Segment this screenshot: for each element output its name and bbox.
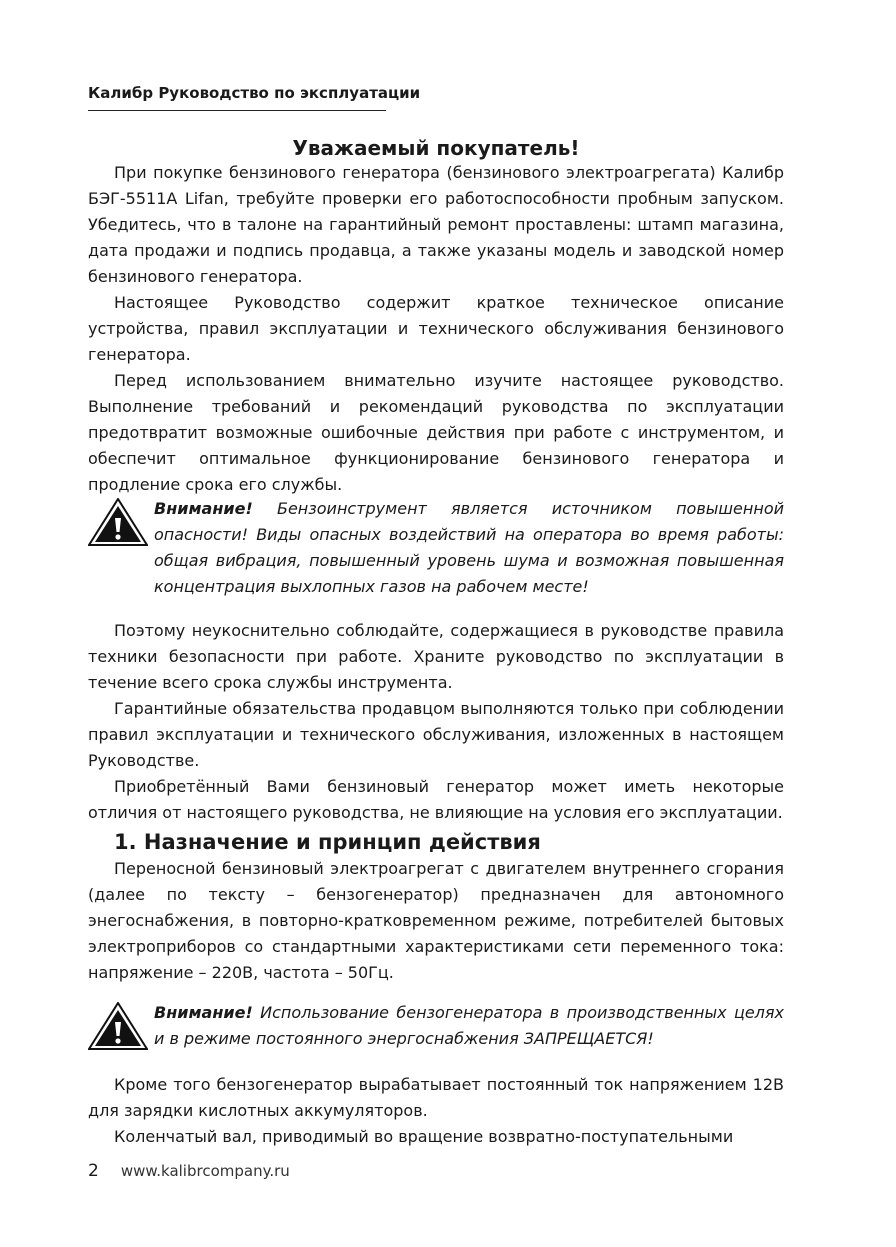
warning-text [154,496,784,600]
paragraph: Кроме того бензогенератор вырабатывает постоянный ток напряжением 12В для зарядки кислотных аккумуляторов. [88,1075,784,1120]
warning-triangle-icon [88,1002,148,1050]
middle-section [88,618,784,826]
paragraph: Поэтому неукоснительно соблюдайте, содержащиеся в руководстве правила техники безопасности при работе. Храните руководство по эксплуатации в течение всего срока службы инструмента. [88,621,784,692]
tail-section [88,1072,784,1150]
warning-body: Бензоинструмент является источником повышенной опасности! Виды опасных воздействий на оператора во время работы: общая вибрация, повышенный уровень шума и возможная повышенная концентрация выхлопных газов на рабочем месте! [154,499,785,596]
running-header: Калибр Руководство по эксплуатации [88,84,421,102]
paragraph: При покупке бензинового генератора (бензинового электроагрегата) Калибр БЭГ-5511А Lifan, требуйте проверки его работоспособности пробным запуском. Убедитесь, что в талоне на гарантийный ремонт проставлены: штамп магазина, дата продажи и подпись продавца, а также указаны модель и заводской номер бензинового генератора. [88,163,784,286]
paragraph: Гарантийные обязательства продавцом выполняются только при соблюдении правил эксплуатации и технического обслуживания, изложенных в настоящем Руководстве. [88,699,784,770]
header-divider [88,110,386,111]
warning-block-2 [88,1000,784,1052]
paragraph: Настоящее Руководство содержит краткое техническое описание устройства, правил эксплуатации и технического обслуживания бензинового генератора. [88,293,784,364]
warning-lead: Внимание! [154,499,253,518]
paragraph: Коленчатый вал, приводимый во вращение возвратно-поступательными [114,1127,734,1146]
page-footer [88,1161,290,1181]
intro-section [88,160,784,498]
paragraph: Приобретённый Вами бензиновый генератор может иметь некоторые отличия от настоящего руководства, не влияющие на условия его эксплуатации. [88,777,784,822]
website-link[interactable]: www.kalibrcompany.ru [120,1162,290,1180]
warning-text [154,1000,784,1052]
section1-body [88,856,784,986]
page-number: 2 [88,1161,99,1181]
paragraph: Переносной бензиновый электроагрегат с двигателем внутреннего сгорания (далее по тексту – бензогенератор) предназначен для автономного энегоснабжения, в повторно-кратковременном режиме, потребителей бытовых электроприборов со стандартными характеристиками сети переменного тока: напряжение – 220В, частота – 50Гц. [88,859,784,982]
section-heading: 1. Назначение и принцип действия [114,830,541,854]
page-title: Уважаемый покупатель! [292,136,580,160]
warning-triangle-icon [88,498,148,546]
warning-lead: Внимание! [154,1003,253,1022]
paragraph: Перед использованием внимательно изучите настоящее руководство. Выполнение требований и рекомендаций руководства по эксплуатации предотвратит возможные ошибочные действия при работе с инструментом, и обеспечит оптимальное функционирование бензинового генератора и продление срока его службы. [88,371,784,494]
warning-block-1 [88,496,784,600]
warning-body: Использование бензогенератора в производственных целях и в режиме постоянного энергоснабжения ЗАПРЕЩАЕТСЯ! [154,1003,784,1048]
